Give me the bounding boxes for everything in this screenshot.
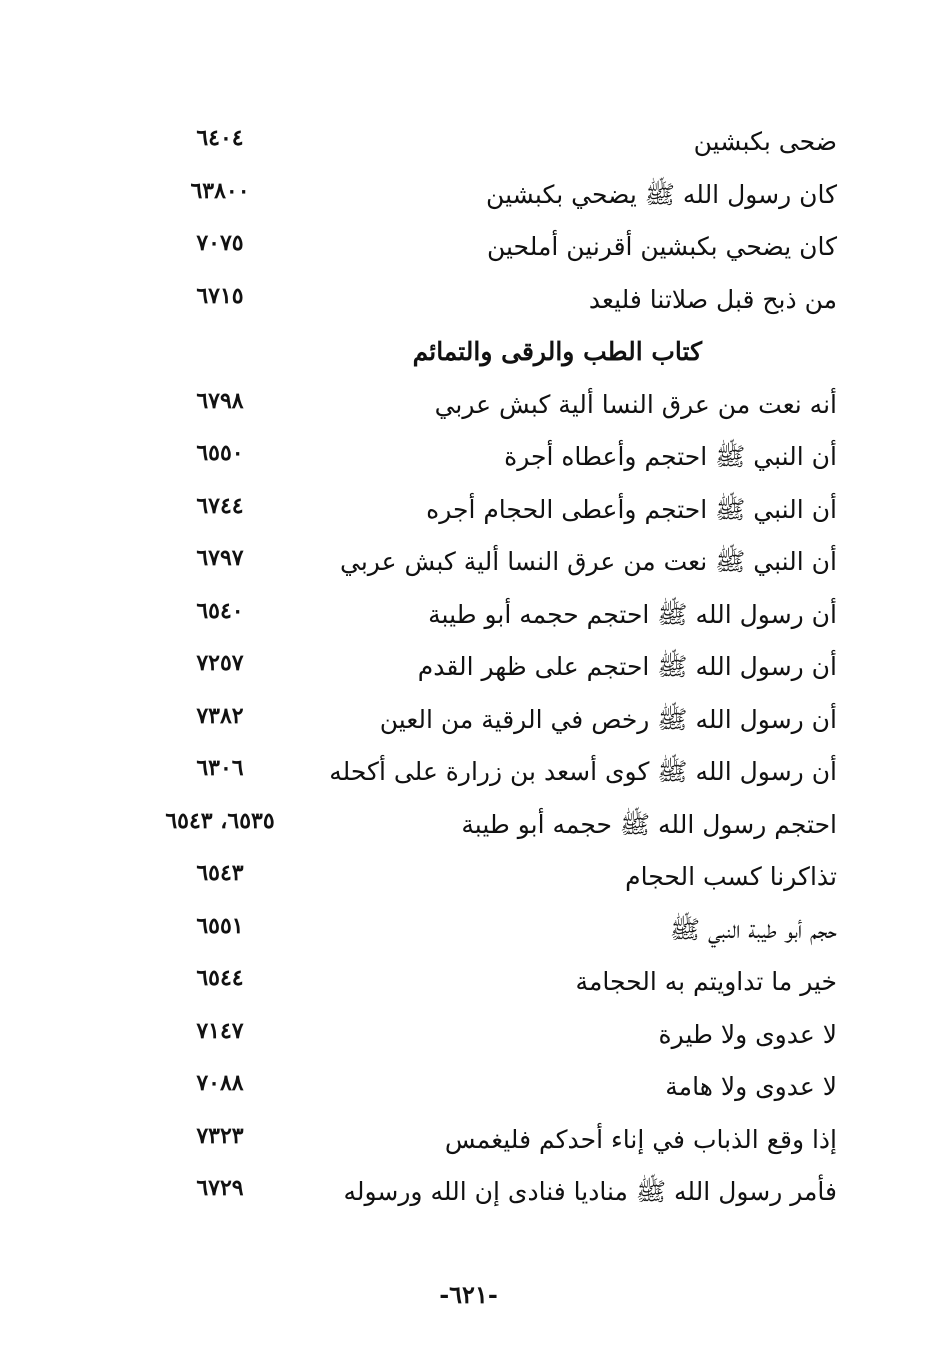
entry-number: ٧٣٢٣	[196, 1122, 244, 1149]
index-entry	[0, 746, 937, 799]
entry-text: أن رسول الله ﷺ احتجم حجمه أبو طيبة	[428, 599, 837, 629]
entry-number: ٦٧١٥	[196, 282, 244, 309]
entry-number: ٧٠٨٨	[196, 1070, 244, 1096]
section-heading: كتاب الطب والرقى والتمائم	[412, 337, 702, 366]
entry-number: ٦٣٨٠٠	[190, 177, 250, 204]
entry-number: ٦٥٤٤	[196, 965, 244, 991]
index-entry	[0, 1061, 937, 1114]
entry-number: ٦٥٥١	[196, 912, 244, 939]
entry-number: ٧١٤٧	[196, 1017, 244, 1044]
entry-text: ضحى بكبشين	[693, 127, 837, 156]
index-entry	[0, 169, 937, 222]
entry-text: تذاكرنا كسب الحجام	[625, 862, 837, 891]
entry-text: أن رسول الله ﷺ رخص في الرقية من العين	[379, 704, 837, 734]
entry-number: ٦٥٤٠	[196, 597, 244, 624]
entry-text: أن رسول الله ﷺ كوى أسعد بن زرارة على أكحله	[329, 757, 837, 786]
entry-number: ٧٢٥٧	[196, 650, 244, 676]
entry-text: خير ما تداويتم به الحجامة	[575, 967, 837, 996]
index-entry	[0, 536, 937, 589]
entry-number: ٧٠٧٥	[196, 230, 244, 256]
entry-number: ٦٧٢٩	[196, 1175, 244, 1201]
entry-text: لا عدوى ولا طيرة	[658, 1019, 837, 1049]
index-entry	[0, 1166, 937, 1219]
entry-text: احتجم رسول الله ﷺ حجمه أبو طيبة	[461, 809, 837, 839]
entry-text: من ذبح قبل صلاتنا فليعد	[588, 284, 837, 314]
entry-text: أن رسول الله ﷺ احتجم على ظهر القدم	[417, 652, 837, 681]
entry-number: ٦٤٠٤	[196, 125, 244, 151]
index-entry	[0, 641, 937, 694]
index-entry	[0, 484, 937, 537]
entry-text: إذا وقع الذباب في إناء أحدكم فليغمس	[444, 1124, 837, 1154]
index-entry	[0, 274, 937, 327]
entry-text: كان يضحي بكبشين أقرنين أملحين	[486, 232, 837, 261]
entry-text: حجم أبو طيبة النبي ﷺ	[669, 914, 837, 944]
index-entry	[0, 851, 937, 904]
index-list	[0, 116, 937, 1219]
index-entry	[0, 589, 937, 642]
entry-number: ٦٧٤٤	[196, 492, 244, 519]
entry-number: ٦٥٤٣	[196, 860, 244, 886]
entry-number: ٦٥٣٥، ٦٥٤٣	[165, 807, 275, 834]
entry-number: ٦٧٩٨	[196, 387, 244, 414]
entry-number: ٦٧٩٧	[196, 545, 244, 571]
index-entry	[0, 379, 937, 432]
entry-text: أن النبي ﷺ احتجم وأعطاه أجرة	[504, 442, 837, 471]
entry-text: أن النبي ﷺ احتجم وأعطى الحجام أجره	[426, 494, 837, 524]
entry-number: ٦٣٠٦	[196, 755, 244, 781]
entry-number: ٧٣٨٢	[196, 702, 244, 729]
entry-text: فأمر رسول الله ﷺ مناديا فنادى إن الله ورسوله	[343, 1177, 837, 1206]
index-entry	[0, 956, 937, 1009]
index-entry	[0, 694, 937, 747]
index-entry	[0, 799, 937, 852]
entry-number: ٦٥٥٠	[196, 440, 244, 466]
index-entry	[0, 1009, 937, 1062]
index-entry	[0, 1114, 937, 1167]
entry-text: لا عدوى ولا هامة	[665, 1072, 837, 1101]
index-entry	[0, 431, 937, 484]
section-heading-row	[0, 326, 937, 379]
index-entry	[0, 116, 937, 169]
page-number: -٦٢١-	[439, 1280, 498, 1309]
index-entry	[0, 904, 937, 957]
entry-text: كان رسول الله ﷺ يضحي بكبشين	[486, 179, 837, 209]
entry-text: أن النبي ﷺ نعت من عرق النسا ألية كبش عربي	[340, 547, 837, 576]
entry-text: أنه نعت من عرق النسا ألية كبش عربي	[434, 389, 837, 419]
index-entry	[0, 221, 937, 274]
